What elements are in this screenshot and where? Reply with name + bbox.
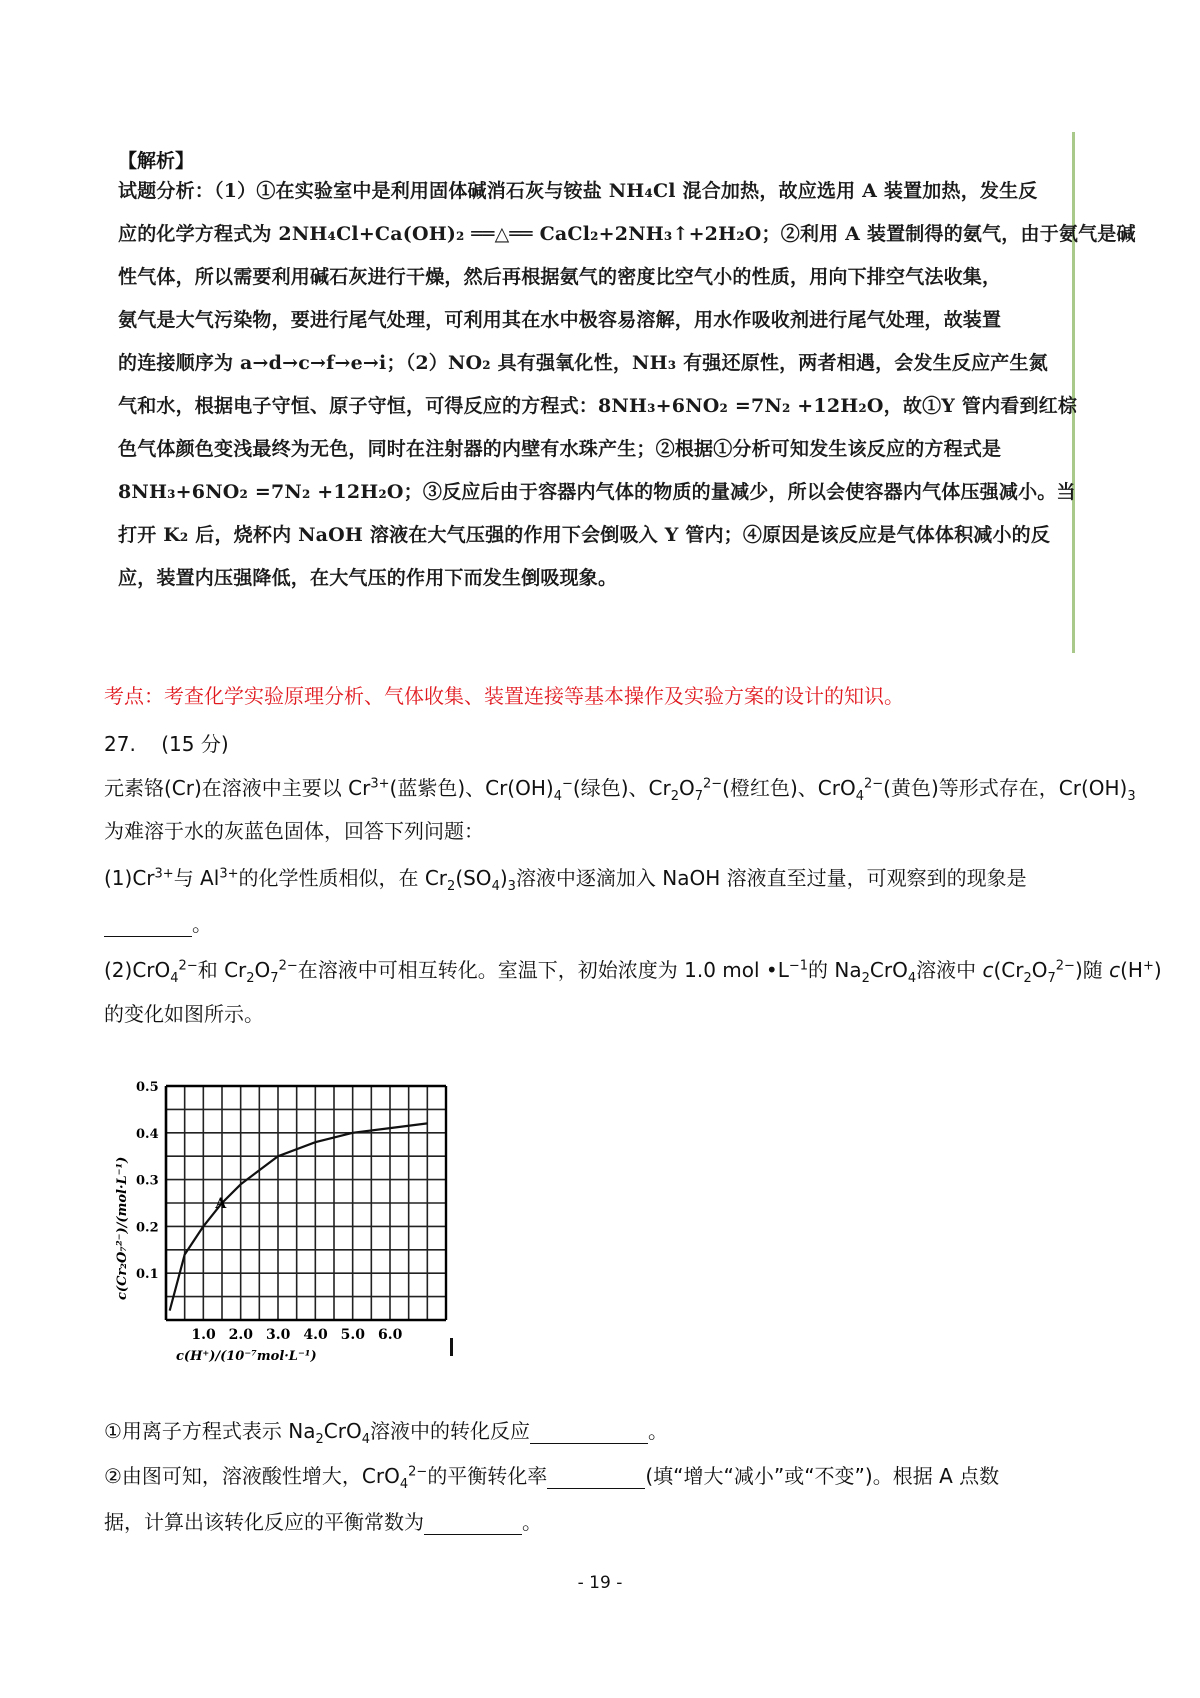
y-tick-label: 0.2 [136,1220,159,1236]
x-tick-label: 2.0 [228,1327,254,1343]
answer-blank[interactable] [530,1423,648,1444]
analysis-line: 色气体颜色变浅最终为无色，同时在注射器的内壁有水珠产生；②根据①分析可知发生该反应的方程式是 [118,438,1002,460]
page-number: - 19 - [577,1573,623,1593]
question-1: $(1)Cr^{3+}$与 $Al^{3+}$的化学性质相似，在 $Cr_2(SO_4)_3$溶液中逐滴加入 NaOH 溶液直至过量，可观察到的现象是 [104,866,1027,894]
x-tick-label: 1.0 [191,1327,216,1343]
x-tick-label: 3.0 [266,1327,291,1343]
answer-blank[interactable] [547,1468,645,1489]
answer-blank[interactable] [104,916,192,937]
kaodian-note: 考点：考查化学实验原理分析、气体收集、装置连接等基本操作及实验方案的设计的知识。 [104,684,904,708]
question-2: (2)CrO$_4^{2-}$和 $Cr_2O_7^{2-}$在溶液中可相互转化。室温下，初始浓度为 1.0 mol $•L^{-1}$的 $Na_2CrO_4$溶液中 $c(Cr_2O_7^{2-})$随 c(H+) [104,958,1162,986]
question-number: 27. [104,732,136,756]
analysis-line: 性气体，所以需要利用碱石灰进行干燥，然后再根据氨气的密度比空气小的性质，用向下排空气法收集， [118,266,1002,288]
analysis-line: 应，装置内压强降低，在大气压的作用下而发生倒吸现象。 [118,567,618,589]
analysis-line: 的连接顺序为 a→d→c→f→e→i；（2）NO₂ 具有强氧化性，NH₃ 有强还原性，两者相遇，会发生反应产生氮 [118,352,1048,374]
y-tick-label: 0.3 [136,1173,159,1189]
analysis-line: 打开 K₂ 后，烧杯内 NaOH 溶液在大气压强的作用下会倒吸入 Y 管内；④原因是该反应是气体体积减小的反 [118,524,1051,546]
cursor-mark [450,1338,453,1356]
chart-x-label: c(H⁺)/(10⁻⁷mol·L⁻¹) [176,1349,317,1364]
analysis-line: 氨气是大气污染物，要进行尾气处理，可利用其在水中极容易溶解，用水作吸收剂进行尾气处理，故装置 [118,309,1002,331]
question-2-line2: 的变化如图所示。 [104,1002,264,1026]
x-tick-label: 5.0 [340,1327,366,1343]
chromate-equilibrium-chart [104,1068,464,1398]
analysis-line: 8NH₃+6NO₂ =7N₂ +12H₂O；③反应后由于容器内气体的物质的量减少，所以会使容器内气体压强减小。当 [118,481,1076,503]
subquestion-2: ②由图可知，溶液酸性增大，CrO$_4^{2-}$的平衡转化率 (填“增大“减小”或“不变”)。根据 A 点数 [104,1464,1000,1492]
x-tick-label: 4.0 [303,1327,328,1343]
question-header [104,728,229,757]
y-tick-label: 0.1 [136,1267,159,1283]
analysis-header: 【解析】 [118,150,195,172]
chart-y-label: c(Cr₂O₇²⁻)/(mol·L⁻¹) [115,1156,130,1300]
analysis-block [104,132,1136,653]
question-intro-line1: 元素铬(Cr)在溶液中主要以 $Cr^{3+}$(蓝紫色)、$Cr(OH)_4^-$(绿色)、$Cr_2O_7^{2-}$(橙红色)、CrO$_4^{2-}$(黄色)等形式存在，$Cr(OH)_3$ [104,776,1136,804]
question-intro-line2: 为难溶于水的灰蓝色固体，回答下列问题： [104,819,484,843]
x-tick-label: 6.0 [378,1327,403,1343]
analysis-line: 气和水，根据电子守恒、原子守恒，可得反应的方程式：8NH₃+6NO₂ =7N₂ +12H₂O，故①Y 管内看到红棕 [118,395,1078,417]
subquestion-2-line2: 据，计算出该转化反应的平衡常数为 。 [104,1510,542,1534]
y-tick-label: 0.5 [136,1080,159,1095]
question-1-answer-line: 。 [104,908,212,937]
analysis-line: 应的化学方程式为 2NH₄Cl+Ca(OH)₂ ══△══ CaCl₂+2NH₃↑+2H₂O；②利用 A 装置制得的氨气，由于氨气是碱 [118,223,1136,245]
answer-blank[interactable] [424,1514,522,1535]
subquestion-1: ①用离子方程式表示 $Na_2CrO_4$溶液中的转化反应 。 [104,1419,669,1447]
y-tick-label: 0.4 [136,1126,159,1142]
chart-point-label-a: A [215,1196,227,1212]
question-score: (15 分) [161,732,229,756]
analysis-line: 试题分析：（1）①在实验室中是利用固体碱消石灰与铵盐 NH₄Cl 混合加热，故应选用 A 装置加热，发生反 [118,180,1038,202]
